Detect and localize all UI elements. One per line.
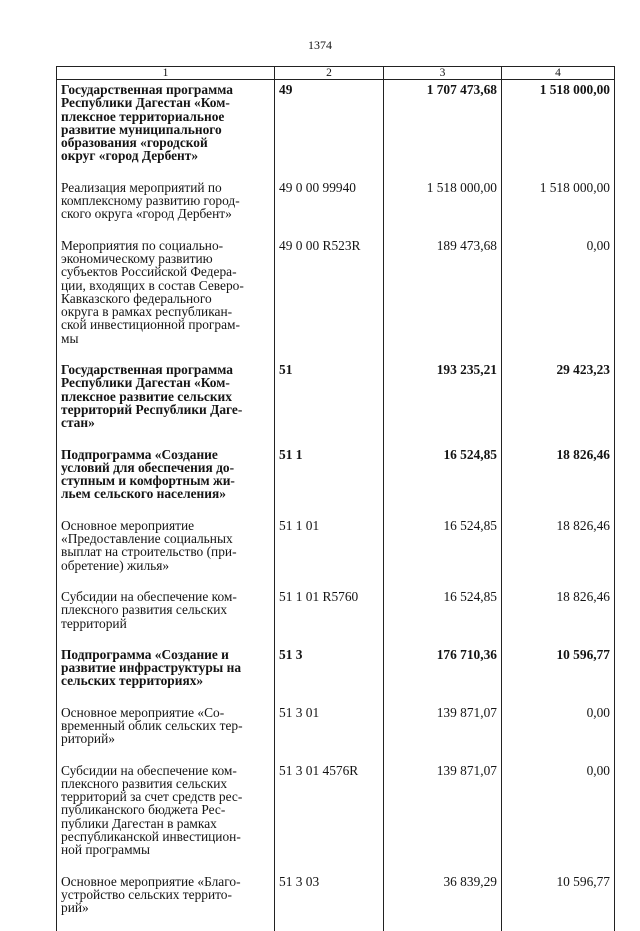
row-name: [57, 517, 275, 588]
row-name-line: развитие муниципального: [61, 121, 222, 137]
row-name-line: ского округа «город Дербент»: [61, 206, 232, 222]
row-code: 51 3 01: [275, 704, 384, 762]
row-value-col4: 29 423,23: [502, 361, 615, 445]
row-name-line: мы: [61, 330, 79, 346]
row-name-line: Республики Дагестан «Ком-: [61, 375, 230, 391]
row-name-line: риторий»: [61, 731, 115, 747]
row-name-line: ской инвестиционной програм-: [61, 317, 240, 333]
row-name-line: Субсидии на обеспечение ком-: [61, 588, 237, 604]
row-value-col3: 16 524,85: [384, 588, 502, 646]
row-name: [57, 704, 275, 762]
row-value-col4: 18 826,46: [502, 588, 615, 646]
row-name-line: рий»: [61, 900, 89, 916]
row-name: [57, 646, 275, 704]
row-value-col3: 16 524,85: [384, 446, 502, 517]
column-header-2: 2: [275, 67, 384, 80]
table-row: [57, 704, 615, 762]
row-name-line: территорий: [61, 615, 127, 631]
row-name-line: Республики Дагестан «Ком-: [61, 95, 230, 111]
row-name-line: округ «город Дербент»: [61, 148, 199, 164]
row-code: 51: [275, 361, 384, 445]
column-header-1: 1: [57, 67, 275, 80]
row-name-line: Основное мероприятие «Благо-: [61, 873, 241, 889]
row-value-col4: 1 518 000,00: [502, 179, 615, 237]
row-name-line: Основное мероприятие «Со-: [61, 704, 225, 720]
row-name: [57, 762, 275, 873]
row-name-line: образования «городской: [61, 135, 208, 151]
row-name-line: обретение) жилья»: [61, 557, 170, 573]
row-name-line: экономическому развитию: [61, 250, 213, 266]
row-name-line: развитие инфраструктуры на: [61, 660, 242, 676]
row-value-col3: 36 839,29: [384, 873, 502, 931]
row-name-line: «Предоставление социальных: [61, 531, 233, 547]
row-name-line: Мероприятия по социально-: [61, 237, 224, 253]
row-name-line: ной программы: [61, 842, 151, 858]
row-code: 51 3 03: [275, 873, 384, 931]
row-name-line: Подпрограмма «Создание и: [61, 646, 229, 662]
row-name: [57, 237, 275, 361]
row-value-col3: 1 518 000,00: [384, 179, 502, 237]
row-name-line: Основное мероприятие: [61, 517, 195, 533]
row-name-line: Государственная программа: [61, 362, 233, 378]
row-name: [57, 361, 275, 445]
row-name-line: плексного развития сельских: [61, 775, 228, 791]
row-name-line: ции, входящих в состав Северо-: [61, 277, 244, 293]
row-name-line: льем сельского населения»: [61, 486, 226, 502]
row-value-col3: 16 524,85: [384, 517, 502, 588]
row-value-col4: 10 596,77: [502, 873, 615, 931]
row-value-col4: 0,00: [502, 704, 615, 762]
row-name-line: плексное территориальное: [61, 108, 225, 124]
row-name-line: округа в рамках республикан-: [61, 304, 233, 320]
table-row: [57, 446, 615, 517]
row-code: 49 0 00 99940: [275, 179, 384, 237]
column-header-4: 4: [502, 67, 615, 80]
table-row: [57, 361, 615, 445]
row-name: [57, 179, 275, 237]
row-name-line: территорий Республики Даге-: [61, 401, 243, 417]
row-name-line: республиканской инвестицион-: [61, 829, 241, 845]
row-value-col3: 189 473,68: [384, 237, 502, 361]
table-row: [57, 646, 615, 704]
row-name-line: Реализация мероприятий по: [61, 179, 222, 195]
table-row: [57, 517, 615, 588]
budget-table: [56, 66, 615, 931]
row-value-col3: 139 871,07: [384, 704, 502, 762]
table-row: [57, 588, 615, 646]
row-name-line: Субсидии на обеспечение ком-: [61, 762, 237, 778]
row-code: 49: [275, 80, 384, 179]
row-name-line: субъектов Российской Федера-: [61, 264, 237, 280]
row-value-col4: 18 826,46: [502, 446, 615, 517]
row-name: [57, 588, 275, 646]
row-name-line: территорий за счет средств рес-: [61, 789, 243, 805]
row-name-line: плексного развития сельских: [61, 602, 228, 618]
row-code: 51 3 01 4576R: [275, 762, 384, 873]
row-code: 51 1 01 R5760: [275, 588, 384, 646]
column-header-3: 3: [384, 67, 502, 80]
row-value-col3: 1 707 473,68: [384, 80, 502, 179]
row-name-line: комплексному развитию город-: [61, 193, 240, 209]
row-name-line: плексное развитие сельских: [61, 388, 232, 404]
row-name-line: выплат на строительство (при-: [61, 544, 237, 560]
table-row: [57, 237, 615, 361]
table-row: [57, 80, 615, 179]
row-name-line: публиканского бюджета Рес-: [61, 802, 226, 818]
row-name-line: публики Дагестан в рамках: [61, 815, 217, 831]
row-code: 49 0 00 R523R: [275, 237, 384, 361]
row-value-col4: 0,00: [502, 237, 615, 361]
row-name-line: Кавказского федерального: [61, 290, 212, 306]
row-name-line: временный облик сельских тер-: [61, 717, 243, 733]
column-number-header: [57, 67, 615, 80]
row-name-line: Подпрограмма «Создание: [61, 446, 218, 462]
row-value-col4: 0,00: [502, 762, 615, 873]
row-name: [57, 873, 275, 931]
row-name-line: стан»: [61, 415, 95, 431]
row-value-col4: 10 596,77: [502, 646, 615, 704]
row-name-line: сельских территориях»: [61, 673, 204, 689]
row-value-col4: 1 518 000,00: [502, 80, 615, 179]
row-name-line: Государственная программа: [61, 82, 233, 97]
row-name-line: ступным и комфортным жи-: [61, 473, 235, 489]
row-code: 51 1: [275, 446, 384, 517]
row-value-col3: 176 710,36: [384, 646, 502, 704]
row-value-col3: 193 235,21: [384, 361, 502, 445]
row-name: [57, 446, 275, 517]
row-name: [57, 80, 275, 179]
table-row: [57, 873, 615, 931]
row-name-line: устройство сельских террито-: [61, 886, 232, 902]
row-name-line: условий для обеспечения до-: [61, 459, 235, 475]
row-code: 51 3: [275, 646, 384, 704]
table-row: [57, 179, 615, 237]
row-value-col4: 18 826,46: [502, 517, 615, 588]
row-code: 51 1 01: [275, 517, 384, 588]
row-value-col3: 139 871,07: [384, 762, 502, 873]
page-number: 1374: [308, 38, 332, 52]
table-row: [57, 762, 615, 873]
